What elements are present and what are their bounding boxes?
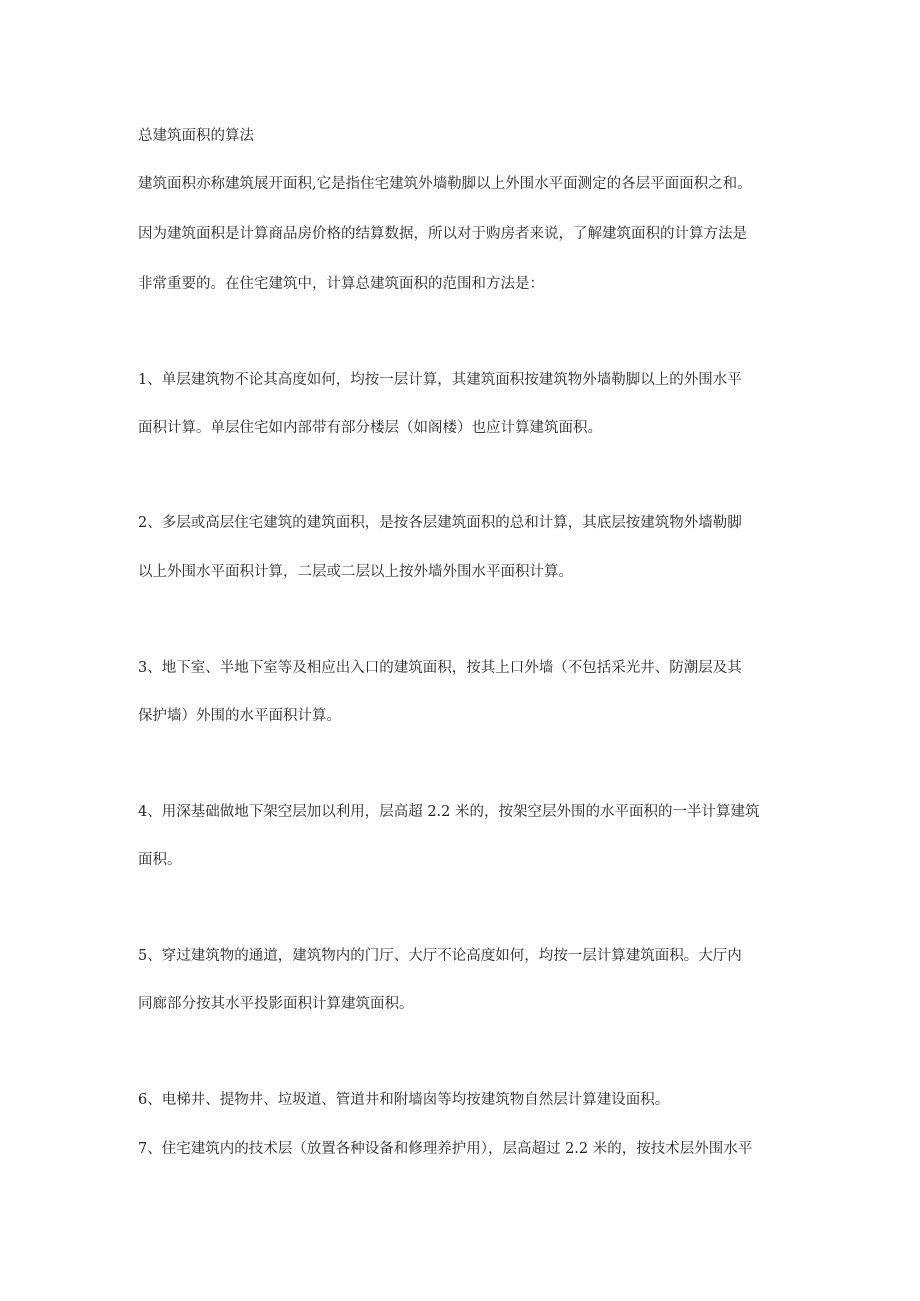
- body-line: 7、住宅建筑内的技术层（放置各种设备和修理养护用），层高超过 2.2 米的，按技术层外围水平: [138, 1141, 753, 1157]
- body-line: 建筑面积亦称建筑展开面积,它是指住宅建筑外墙勒脚以上外围水平面测定的各层平面面积之和。: [138, 176, 752, 192]
- body-line: 面积。: [138, 852, 182, 868]
- body-line: 因为建筑面积是计算商品房价格的结算数据，所以对于购房者来说，了解建筑面积的计算方法是: [138, 226, 747, 242]
- document-title: 总建筑面积的算法: [138, 128, 254, 144]
- body-line: 以上外围水平面积计算，二层或二层以上按外墙外围水平面积计算。: [138, 564, 573, 580]
- body-line: 面积计算。单层住宅如内部带有部分楼层（如阁楼）也应计算建筑面积。: [138, 420, 602, 436]
- body-line: 4、用深基础做地下架空层加以利用，层高超 2.2 米的，按架空层外围的水平面积的一半计算建筑: [138, 804, 760, 820]
- body-line: 6、电梯井、提物井、垃圾道、管道井和附墙囱等均按建筑物自然层计算建设面积。: [138, 1092, 670, 1108]
- body-line: 保护墙）外围的水平面积计算。: [138, 708, 341, 724]
- body-line: 5、穿过建筑物的通道，建筑物内的门厅、大厅不论高度如何，均按一层计算建筑面积。大厅内: [138, 948, 742, 964]
- body-line: 1、单层建筑物不论其高度如何，均按一层计算，其建筑面积按建筑物外墙勒脚以上的外围水平: [138, 372, 742, 388]
- body-line: 3、地下室、半地下室等及相应出入口的建筑面积，按其上口外墙（不包括采光井、防潮层及其: [138, 660, 742, 676]
- body-line: 2、多层或高层住宅建筑的建筑面积，是按各层建筑面积的总和计算，其底层按建筑物外墙勒脚: [138, 515, 742, 531]
- body-line: 同廊部分按其水平投影面积计算建筑面积。: [138, 996, 414, 1012]
- body-line: 非常重要的。在住宅建筑中，计算总建筑面积的范围和方法是：: [138, 276, 544, 292]
